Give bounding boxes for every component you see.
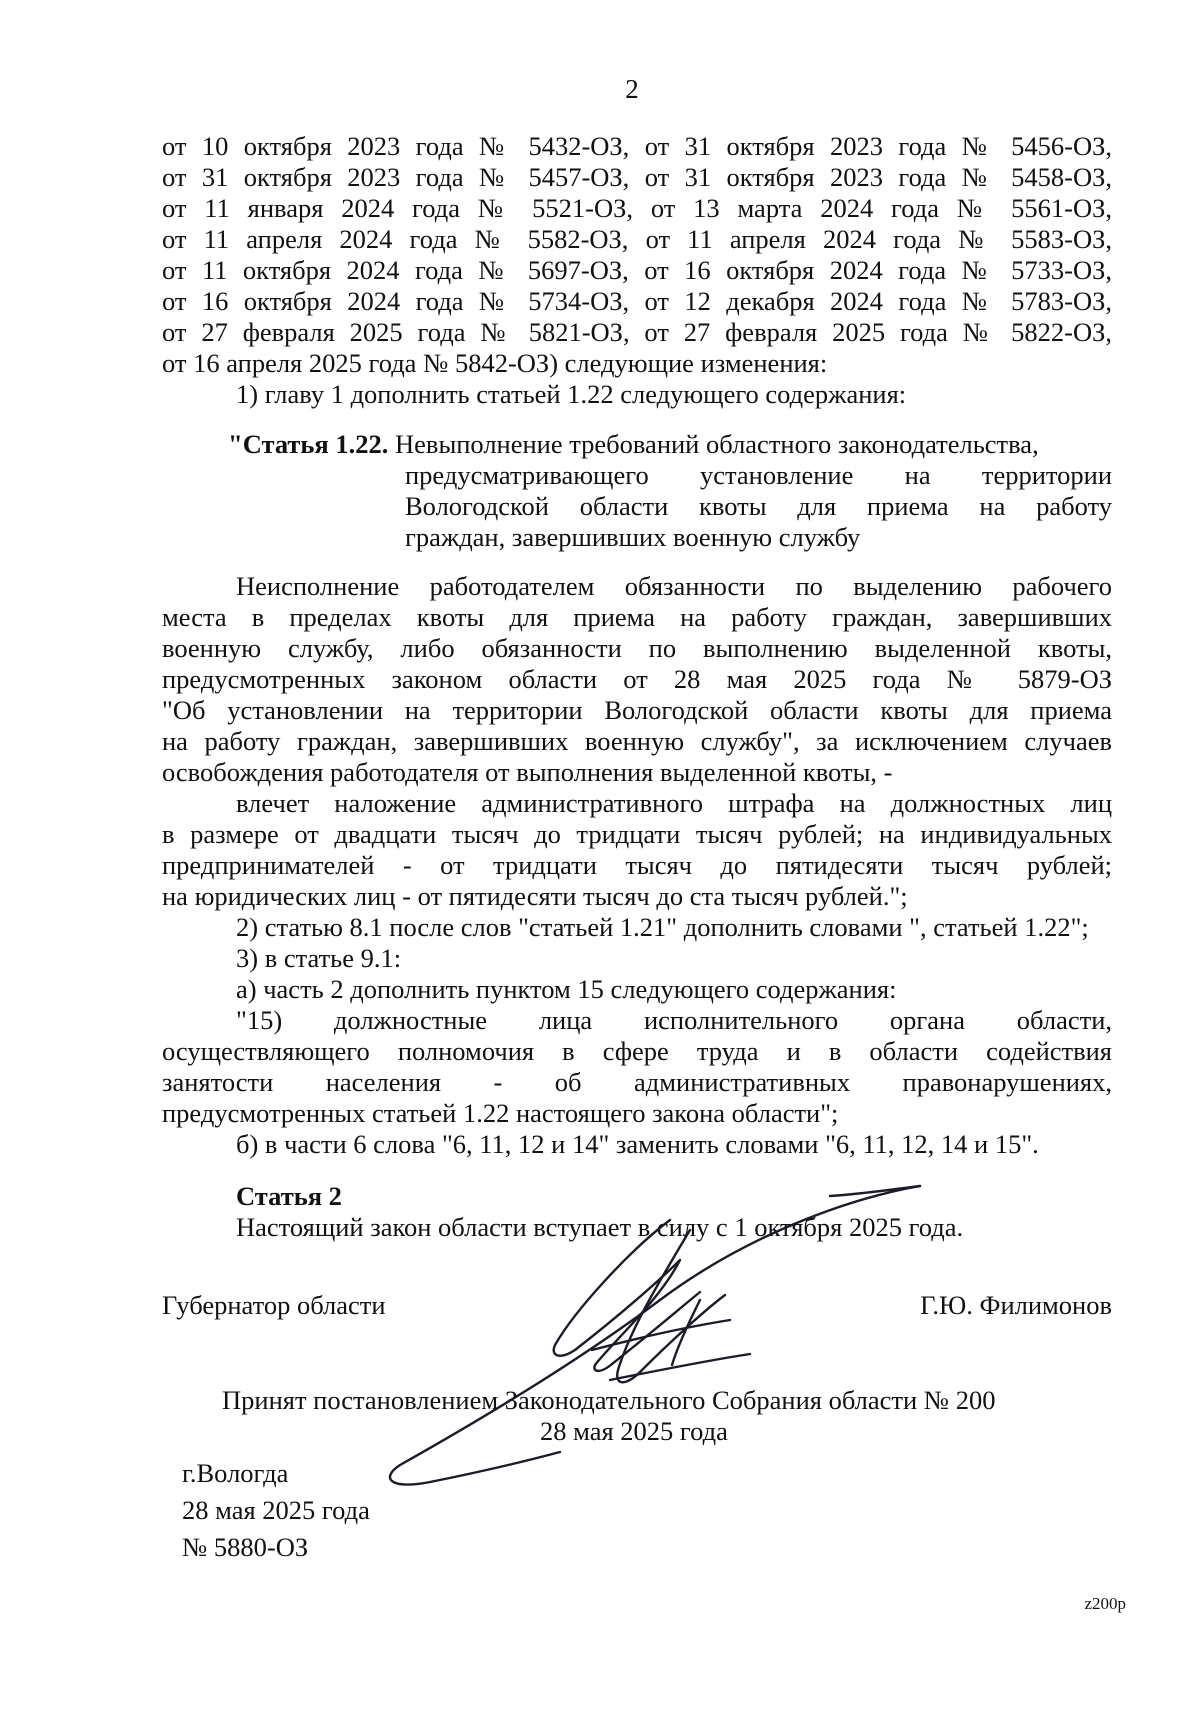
article-2-heading: Статья 2	[236, 1181, 342, 1211]
text-line: б) в части 6 слова "6, 11, 12 и 14" заменить словами "6, 11, 12, 14 и 15".	[236, 1129, 1039, 1159]
text-line: 3) в статье 9.1:	[236, 943, 402, 973]
text-line: от 16 октября 2024 года № 5734-ОЗ, от 12 декабря 2024 года № 5783-ОЗ,	[162, 286, 1112, 316]
place-date-block	[182, 1455, 370, 1566]
law-number: № 5880-ОЗ	[182, 1532, 309, 1562]
text-line: 2) статью 8.1 после слов "статьей 1.21" дополнить словами ", статьей 1.22";	[236, 912, 1089, 942]
text-line: от 11 октября 2024 года № 5697-ОЗ, от 16 октября 2024 года № 5733-ОЗ,	[162, 255, 1112, 285]
law-date: 28 мая 2025 года	[182, 1495, 370, 1525]
city: г.Вологда	[182, 1458, 289, 1488]
governor-name: Г.Ю. Филимонов	[920, 1290, 1112, 1320]
text-line: влечет наложение административного штрафа на должностных лиц	[236, 788, 1112, 818]
text-line: военную службу, либо обязанности по выполнению выделенной квоты,	[162, 633, 1112, 663]
text-line: от 27 февраля 2025 года № 5821-ОЗ, от 27 февраля 2025 года № 5822-ОЗ,	[162, 317, 1112, 347]
adoption-line: Принят постановлением Законодательного Собрания области № 200	[222, 1385, 996, 1415]
text-line: от 11 января 2024 года № 5521-ОЗ, от 13 марта 2024 года № 5561-ОЗ,	[162, 193, 1112, 223]
article-122-heading	[228, 428, 1112, 460]
article-122-title-line: граждан, завершивших военную службу	[405, 522, 861, 552]
article-122-title-line: предусматривающего установление на территории	[405, 460, 1112, 490]
text-line: предусмотренных законом области от 28 мая 2025 года № 5879-ОЗ	[162, 664, 1112, 694]
article-122-title-line: Невыполнение требований областного законодательства,	[395, 429, 1039, 459]
text-line: а) часть 2 дополнить пунктом 15 следующего содержания:	[236, 974, 897, 1004]
text-line: "Об установлении на территории Вологодской области квоты для приема	[162, 695, 1112, 725]
text-line: на работу граждан, завершивших военную службу", за исключением случаев	[162, 726, 1112, 756]
text-line: предпринимателей - от тридцати тысяч до пятидесяти тысяч рублей;	[162, 850, 1112, 880]
text-line: освобождения работодателя от выполнения выделенной квоты, -	[162, 757, 893, 787]
text-line: места в пределах квоты для приема на работу граждан, завершивших	[162, 602, 1112, 632]
article-122-label: "Статья 1.22.	[228, 429, 389, 459]
adoption-date: 28 мая 2025 года	[540, 1416, 728, 1446]
text-line: от 31 октября 2023 года № 5457-ОЗ, от 31 октября 2023 года № 5458-ОЗ,	[162, 162, 1112, 192]
text-line: осуществляющего полномочия в сфере труда и в области содействия	[162, 1036, 1112, 1066]
article-2-text: Настоящий закон области вступает в силу с 1 октября 2025 года.	[236, 1212, 964, 1242]
text-line: от 16 апреля 2025 года № 5842-ОЗ) следующие изменения:	[162, 348, 828, 378]
text-line: Неисполнение работодателем обязанности по выделению рабочего	[236, 571, 1112, 601]
document-code: z200p	[1084, 1594, 1126, 1613]
text-line: 1) главу 1 дополнить статьей 1.22 следующего содержания:	[236, 379, 907, 409]
text-line: предусмотренных статьей 1.22 настоящего закона области";	[162, 1098, 839, 1128]
text-line: в размере от двадцати тысяч до тридцати тысяч рублей; на индивидуальных	[162, 819, 1112, 849]
text-line: занятости населения - об административных правонарушениях,	[162, 1067, 1112, 1097]
text-line: от 11 апреля 2024 года № 5582-ОЗ, от 11 апреля 2024 года № 5583-ОЗ,	[162, 224, 1112, 254]
text-line: "15) должностные лица исполнительного органа области,	[236, 1005, 1112, 1035]
text-line: на юридических лиц - от пятидесяти тысяч до ста тысяч рублей.";	[162, 881, 908, 911]
handwritten-signature	[360, 1160, 950, 1500]
governor-title: Губернатор области	[162, 1290, 386, 1320]
page-number: 2	[625, 74, 639, 104]
article-122-title-line: Вологодской области квоты для приема на работу	[405, 491, 1112, 521]
text-line: от 10 октября 2023 года № 5432-ОЗ, от 31 октября 2023 года № 5456-ОЗ,	[162, 131, 1112, 161]
